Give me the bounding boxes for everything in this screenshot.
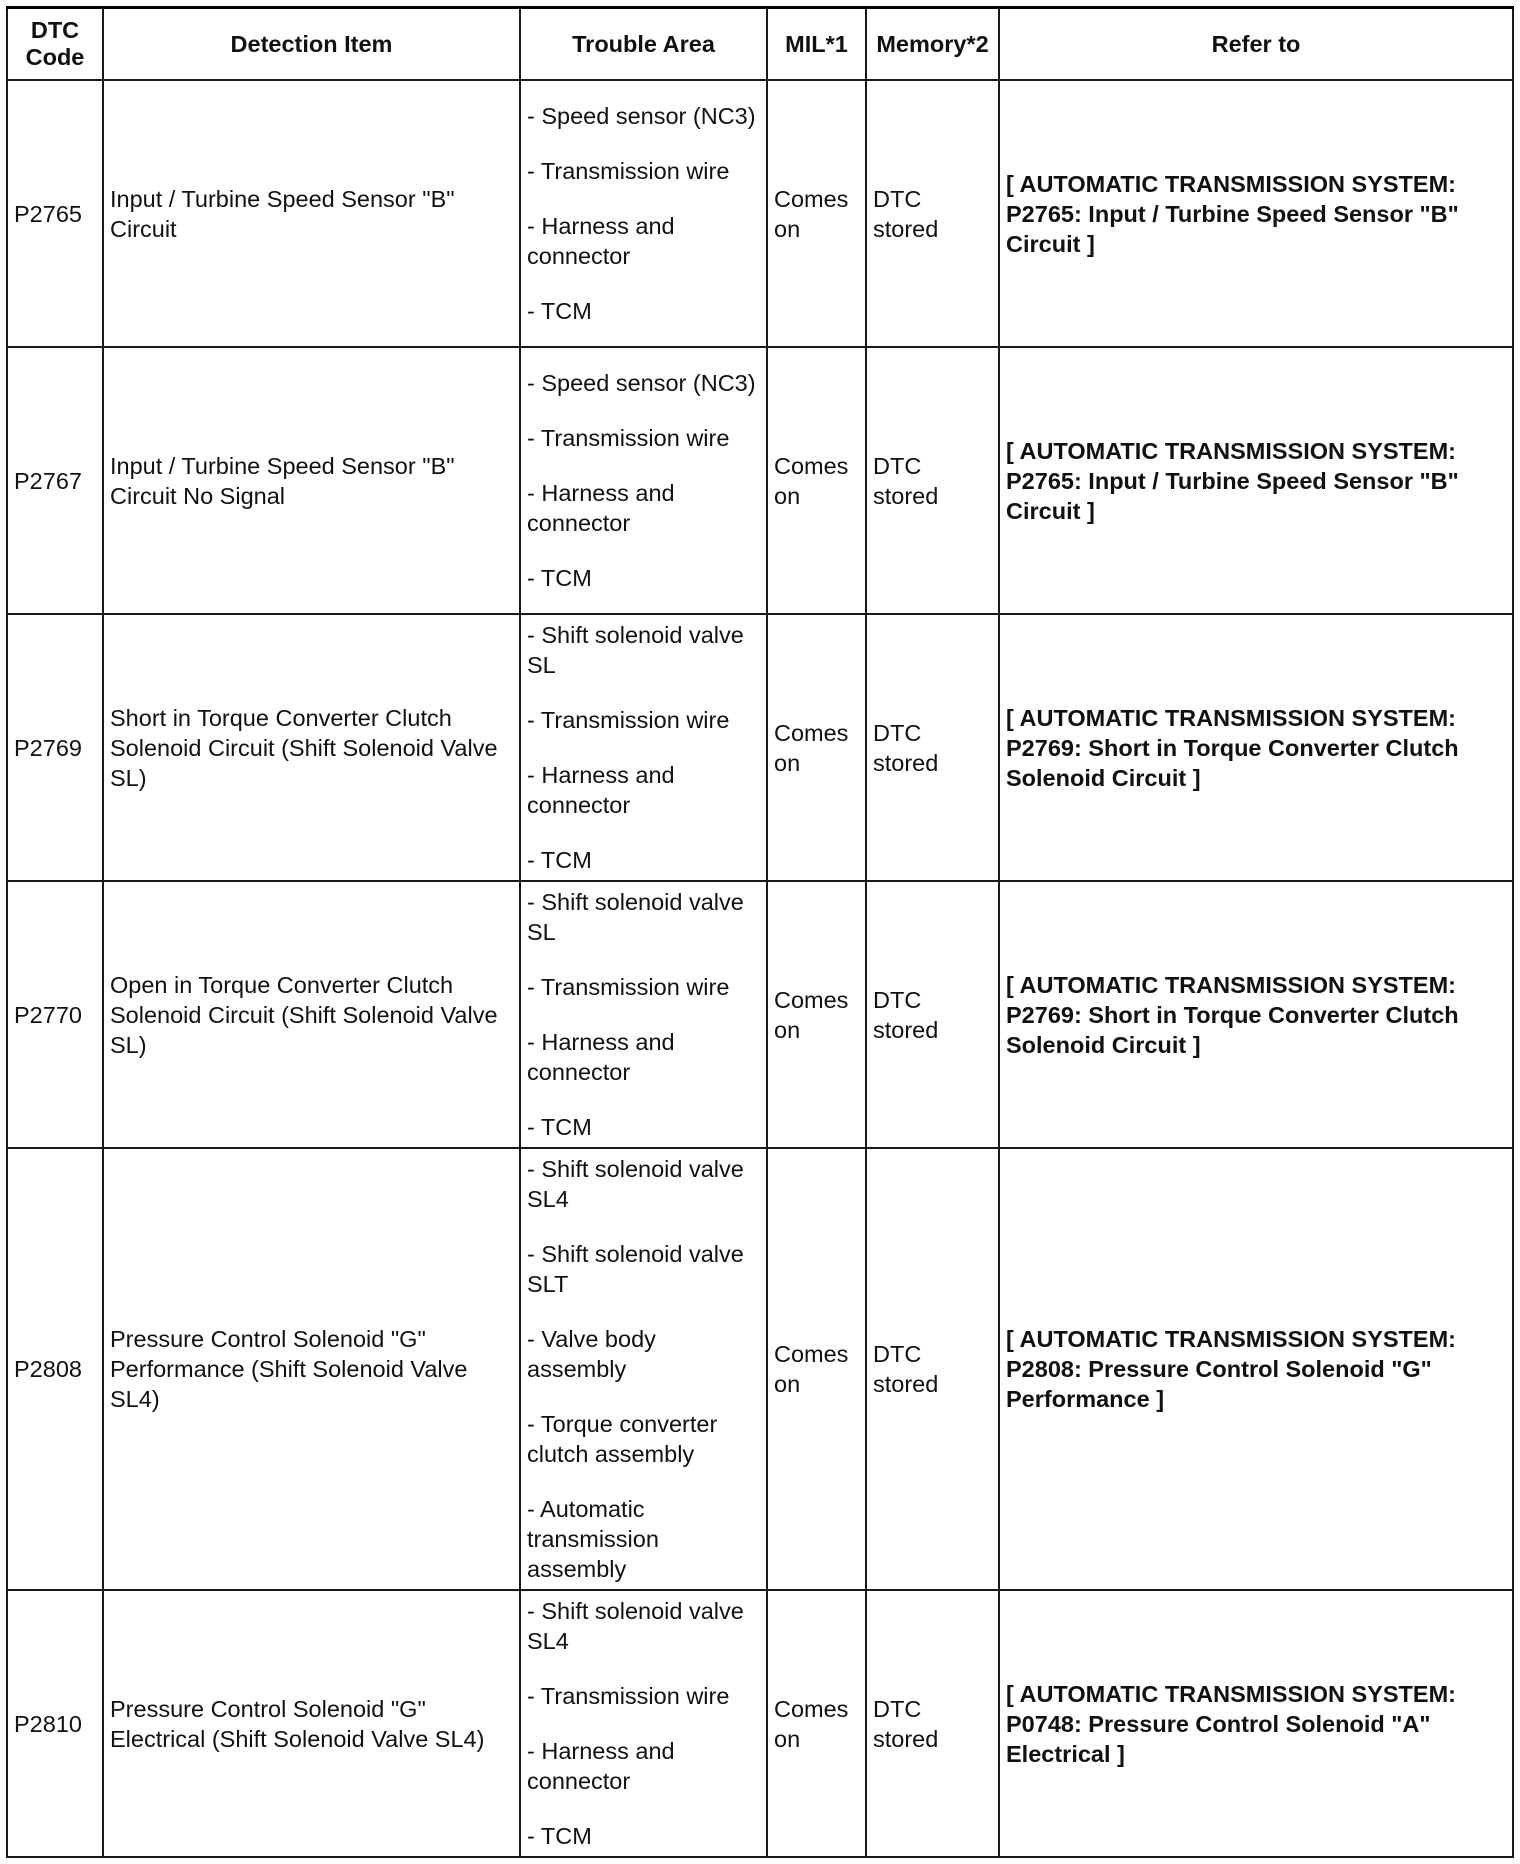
detection-item-cell: Pressure Control Solenoid "G" Electrical (Shift Solenoid Valve SL4) [103,1590,520,1857]
trouble-item: - Torque converter clutch assembly [527,1411,718,1467]
memory-cell: DTC stored [866,80,999,347]
header-dtc-code-line2: Code [25,44,85,70]
header-row [7,8,1513,81]
trouble-item: - TCM [527,1114,592,1140]
dtc-code-cell: P2808 [7,1148,103,1590]
trouble-area-cell [520,1590,767,1857]
table-row [7,1590,1513,1857]
memory-cell: DTC stored [866,347,999,614]
detection-item-cell: Open in Torque Converter Clutch Solenoid Circuit (Shift Solenoid Valve SL) [103,881,520,1148]
trouble-item: - Harness and connector [527,762,675,818]
dtc-code-cell: P2765 [7,80,103,347]
trouble-area-cell [520,347,767,614]
detection-item-cell: Input / Turbine Speed Sensor "B" Circuit [103,80,520,347]
trouble-item: - Shift solenoid valve SL4 [527,1156,744,1212]
mil-cell: Comes on [767,80,866,347]
trouble-item: - TCM [527,1823,592,1849]
detection-item-cell: Input / Turbine Speed Sensor "B" Circuit No Signal [103,347,520,614]
trouble-item: - Transmission wire [527,1683,730,1709]
dtc-table [6,6,1514,1858]
trouble-area-cell [520,1148,767,1590]
trouble-item: - Transmission wire [527,425,730,451]
mil-cell: Comes on [767,347,866,614]
refer-to-link[interactable]: [ AUTOMATIC TRANSMISSION SYSTEM: P2808: Pressure Control Solenoid "G" Performance ] [999,1148,1513,1590]
dtc-code-cell: P2770 [7,881,103,1148]
table-row [7,614,1513,881]
trouble-item: - TCM [527,847,592,873]
refer-to-link[interactable]: [ AUTOMATIC TRANSMISSION SYSTEM: P2769: Short in Torque Converter Clutch Solenoid Circuit ] [999,614,1513,881]
memory-cell: DTC stored [866,1148,999,1590]
trouble-item: - Shift solenoid valve SLT [527,1241,744,1297]
table-row [7,881,1513,1148]
trouble-item: - Valve body assembly [527,1326,656,1382]
trouble-item: - Harness and connector [527,213,675,269]
memory-cell: DTC stored [866,881,999,1148]
header-memory: Memory*2 [866,8,999,81]
trouble-area-cell [520,80,767,347]
trouble-item: - Shift solenoid valve SL [527,889,744,945]
trouble-item: - Shift solenoid valve SL4 [527,1598,744,1654]
refer-to-link[interactable]: [ AUTOMATIC TRANSMISSION SYSTEM: P0748: Pressure Control Solenoid "A" Electrical ] [999,1590,1513,1857]
detection-item-cell: Short in Torque Converter Clutch Solenoid Circuit (Shift Solenoid Valve SL) [103,614,520,881]
trouble-item: - Automatic transmission assembly [527,1496,659,1582]
dtc-code-cell: P2767 [7,347,103,614]
trouble-item: - Harness and connector [527,480,675,536]
table-row [7,347,1513,614]
trouble-item: - Transmission wire [527,974,730,1000]
memory-cell: DTC stored [866,614,999,881]
refer-to-link[interactable]: [ AUTOMATIC TRANSMISSION SYSTEM: P2765: Input / Turbine Speed Sensor "B" Circuit ] [999,80,1513,347]
header-trouble-area: Trouble Area [520,8,767,81]
header-dtc-code [7,8,103,81]
trouble-area-cell [520,614,767,881]
mil-cell: Comes on [767,614,866,881]
trouble-item: - TCM [527,298,592,324]
dtc-code-cell: P2769 [7,614,103,881]
trouble-item: - Transmission wire [527,707,730,733]
trouble-item: - Transmission wire [527,158,730,184]
trouble-item: - Shift solenoid valve SL [527,622,744,678]
table-row [7,80,1513,347]
trouble-item: - Harness and connector [527,1029,675,1085]
trouble-item: - TCM [527,565,592,591]
refer-to-link[interactable]: [ AUTOMATIC TRANSMISSION SYSTEM: P2769: Short in Torque Converter Clutch Solenoid Circuit ] [999,881,1513,1148]
trouble-item: - Speed sensor (NC3) [527,103,756,129]
header-dtc-code-line1: DTC [30,17,80,43]
mil-cell: Comes on [767,881,866,1148]
header-refer-to: Refer to [999,8,1513,81]
dtc-code-cell: P2810 [7,1590,103,1857]
header-detection-item: Detection Item [103,8,520,81]
mil-cell: Comes on [767,1148,866,1590]
header-mil: MIL*1 [767,8,866,81]
trouble-item: - Harness and connector [527,1738,675,1794]
trouble-area-cell [520,881,767,1148]
trouble-item: - Speed sensor (NC3) [527,370,756,396]
mil-cell: Comes on [767,1590,866,1857]
detection-item-cell: Pressure Control Solenoid "G" Performance (Shift Solenoid Valve SL4) [103,1148,520,1590]
refer-to-link[interactable]: [ AUTOMATIC TRANSMISSION SYSTEM: P2765: Input / Turbine Speed Sensor "B" Circuit ] [999,347,1513,614]
table-row [7,1148,1513,1590]
memory-cell: DTC stored [866,1590,999,1857]
